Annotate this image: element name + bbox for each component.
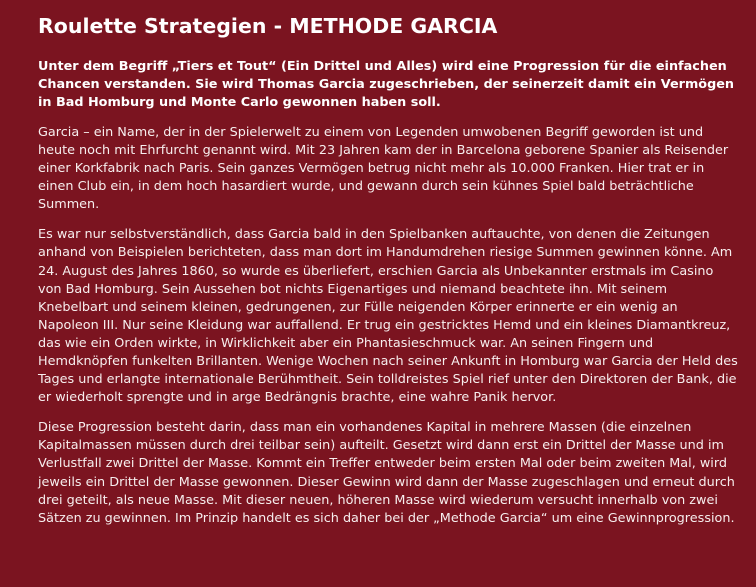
- page-title: Roulette Strategien - METHODE GARCIA: [38, 14, 498, 38]
- body-paragraph-bad-homburg: Es war nur selbstverständlich, dass Garcia bald in den Spielbanken auftauchte, von denen die Zeitungen anhand von Beispielen berichteten, dass man dort im Handumdrehen riesige Summen gewinnen könne. Am 24. August des Jahres 1860, so wurde es überliefert, erschien Garcia als Unbekannter erstmals im Casino von Bad Homburg. Sein Aussehen bot nichts Eigenartiges und niemand beachtete ihn. Mit seinem Knebelbart und seinem kleinen, gedrungenen, zur Fülle neigenden Körper erinnerte er ein wenig an Napoleon III. Nur seine Kleidung war auffallend. Er trug ein gestricktes Hemd und ein kleines Diamantkreuz, das wie ein Orden wirkte, in Wirklichkeit aber ein Phantasieschmuck war. An seinen Fingern und Hemdknöpfen funkelten Brillanten. Wenige Wochen nach seiner Ankunft in Homburg war Garcia der Held des Tages und erlangte internationale Berühmtheit. Sein tolldreistes Spiel rief unter den Direktoren der Bank, die er wiederholt sprengte und in arge Bedrängnis brachte, eine wahre Panik hervor.: [38, 227, 738, 406]
- lead-paragraph: Unter dem Begriff „Tiers et Tout“ (Ein Drittel und Alles) wird eine Progression für die einfachen Chancen verstanden. Sie wird Thomas Garcia zugeschrieben, der seinerzeit damit ein Vermögen in Bad Homburg und Monte Carlo gewonnen haben soll.: [38, 58, 735, 110]
- body-paragraph-garcia-intro: Garcia – ein Name, der in der Spielerwelt zu einem von Legenden umwobenen Begriff geworden ist und heute noch mit Ehrfurcht genannt wird. Mit 23 Jahren kam der in Barcelona geborene Spanier als Reisender einer Korkfabrik nach Paris. Sein ganzes Vermögen betrug nicht mehr als 10.000 Franken. Hier trat er in einen Club ein, in dem hoch hasardiert wurde, und gewann durch sein kühnes Spiel bald beträchtliche Summen.: [38, 124, 729, 213]
- body-paragraph-progression: Diese Progression besteht darin, dass man ein vorhandenes Kapital in mehrere Massen (die einzelnen Kapitalmassen müssen durch drei teilbar sein) aufteilt. Gesetzt wird dann erst ein Drittel der Masse und im Verlustfall zwei Drittel der Masse. Kommt ein Treffer entweder beim ersten Mal oder beim zweiten Mal, wird jeweils ein Drittel der Masse gewonnen. Dieser Gewinn wird dann der Masse zugeschlagen und erneut durch drei geteilt, als neue Masse. Mit dieser neuen, höheren Masse wird wiederum versucht innerhalb von zwei Sätzen zu gewinnen. Im Prinzip handelt es sich daher bei der „Methode Garcia“ um eine Gewinnprogression.: [38, 420, 735, 526]
